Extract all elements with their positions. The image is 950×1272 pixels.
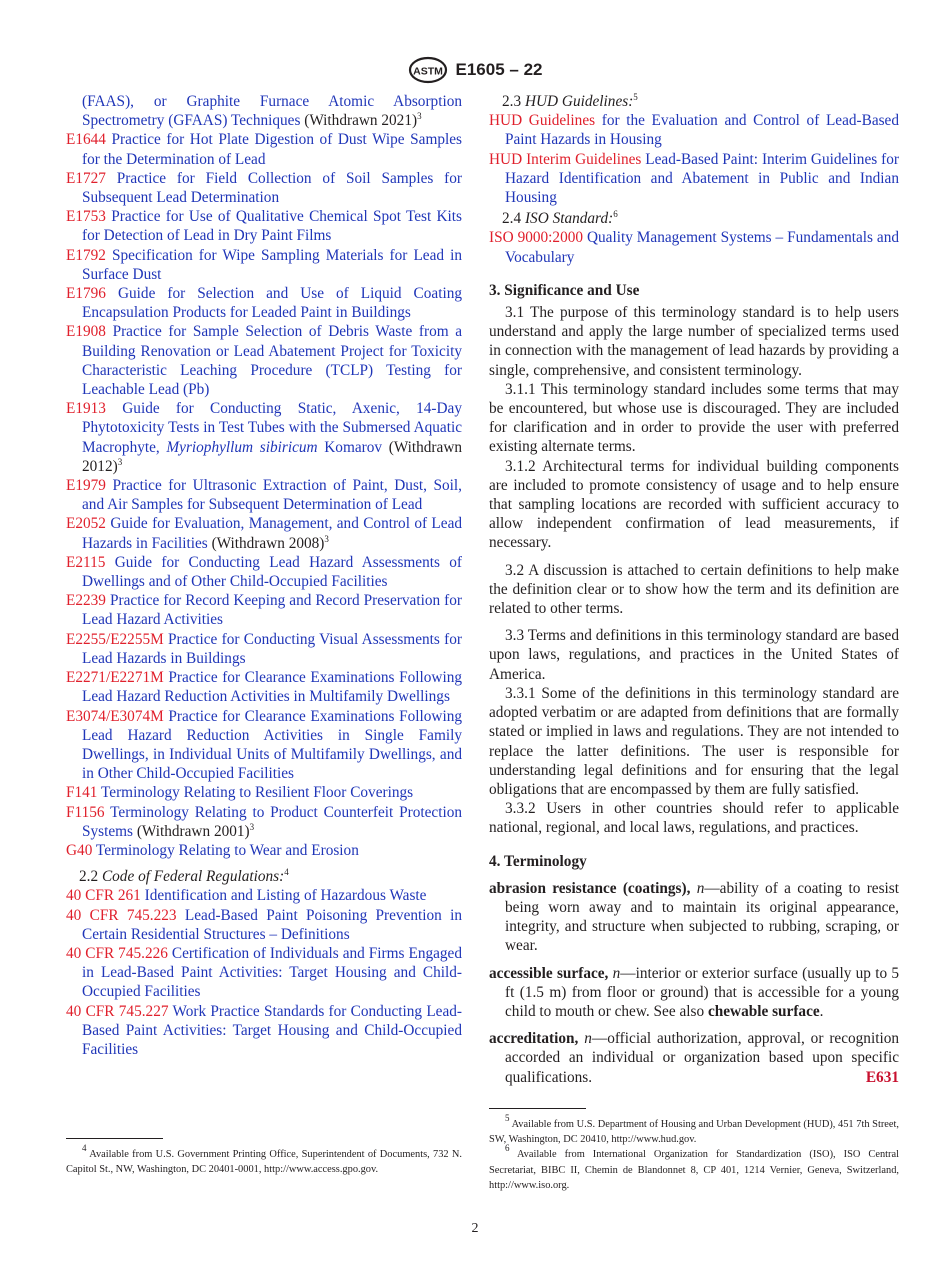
- reference-title[interactable]: Practice for Sample Selection of Debris Waste from a Building Renovation or Lead Abatement Project for Toxicity Characteristic Leaching Procedure (TCLP) Testing for Leachable Lead (Pb): [82, 323, 463, 399]
- reference-designation[interactable]: E2255/E2255M: [66, 630, 164, 648]
- page-number: 2: [471, 1221, 479, 1236]
- paragraph-3-3-1: 3.3.1 Some of the definitions in this terminology standard are adopted verbatim or are adapted from definitions that are formally stated or implied in laws and regulations. They are not intended to replace the latter definitions. The user is responsible for understanding legal definitions and for ensuring that the legal obligations that are encompassed by them are fully satisfied.: [489, 684, 899, 798]
- reference-title[interactable]: Lead-Based Paint Poisoning Prevention in Certain Residential Structures – Definitions: [82, 906, 463, 943]
- reference-designation[interactable]: E1908: [66, 323, 106, 341]
- right-column: [489, 92, 899, 1087]
- part-of-speech: n: [612, 964, 621, 982]
- reference-title[interactable]: Practice for Clearance Examinations Following Lead Hazard Reduction Activities in Multifamily Dwellings: [82, 669, 462, 706]
- reference-title[interactable]: Lead-Based Paint: Interim Guidelines for Hazard Identification and Abatement in Public and Indian Housing: [505, 150, 899, 207]
- paragraph-3-3: 3.3 Terms and definitions in this terminology standard are based upon laws, regulations, and practices in the United States of America.: [489, 627, 899, 683]
- reference-title[interactable]: Practice for Ultrasonic Extraction of Paint, Dust, Soil, and Air Samples for Subsequent Determination of Lead: [82, 477, 463, 514]
- reference-item: [66, 707, 462, 784]
- footnote: [489, 1113, 899, 1147]
- footnote-number: 5: [505, 1113, 510, 1123]
- page-header: [0, 56, 950, 84]
- reference-designation[interactable]: F1156: [66, 803, 105, 821]
- reference-title[interactable]: Terminology Relating to Product Counterfeit Protection Systems: [82, 803, 462, 840]
- part-of-speech: n: [584, 1030, 592, 1048]
- footnote-text: Available from U.S. Department of Housing and Urban Development (HUD), 451 7th Street, SW, Washington, DC 20410, http://www.hud.gov.: [489, 1119, 899, 1146]
- paragraph-3-1: 3.1 The purpose of this terminology standard is to help users understand and apply the large number of specialized terms used in connection with the management of lead hazards by providing a single, comprehensive, and consistent terminology.: [489, 304, 899, 379]
- definitions-list: [489, 879, 899, 1087]
- reference-designation[interactable]: HUD Interim Guidelines: [489, 150, 642, 168]
- reference-title[interactable]: Guide for Evaluation, Management, and Control of Lead Hazards in Facilities: [82, 515, 463, 552]
- footnote-rule-left: [66, 1138, 163, 1139]
- reference-designation[interactable]: E1796: [66, 285, 106, 303]
- reference-withdrawn: (Withdrawn 2001): [136, 822, 250, 840]
- reference-designation[interactable]: E3074/E3074M: [66, 707, 164, 725]
- reference-title[interactable]: Quality Management Systems – Fundamentals and Vocabulary: [505, 229, 899, 266]
- cfr-list: [66, 886, 462, 1059]
- reference-item: [66, 906, 462, 944]
- definition-entry: [489, 879, 899, 956]
- definition-text: —ability of a coating to resist being worn away and to maintain its original appearance, integrity, and structure when subjected to rubbing, scraping, or wear.: [505, 879, 900, 955]
- reference-designation[interactable]: ISO 9000:2000: [489, 229, 584, 247]
- left-column: [66, 92, 462, 1059]
- reference-item: [66, 783, 462, 802]
- reference-item: [66, 553, 462, 591]
- reference-withdrawn: (Withdrawn 2021): [304, 112, 418, 130]
- reference-item: [66, 591, 462, 629]
- section-3-heading: 3. Significance and Use: [489, 281, 640, 299]
- reference-item: [66, 803, 462, 841]
- reference-designation[interactable]: 40 CFR 745.223: [66, 906, 177, 924]
- astm-logo-icon: [408, 56, 448, 84]
- reference-title[interactable]: Practice for Use of Qualitative Chemical Spot Test Kits for Detection of Lead in Dry Paint Films: [82, 208, 462, 245]
- part-of-speech: n: [696, 879, 705, 897]
- reference-title[interactable]: Certification of Individuals and Firms Engaged in Lead-Based Paint Activities: Target Housing and Child-Occupied Facilities: [82, 944, 462, 1001]
- definition-text: —interior or exterior surface (usually up to 5 ft (1.5 m) from floor or ground) that is accessible for a young child to mouth or chew. See also: [505, 964, 899, 1020]
- reference-item: [66, 169, 462, 207]
- footnote-marker: 3: [249, 821, 255, 832]
- referenced-documents-list-2: [66, 476, 462, 860]
- paragraph-3-2: 3.2 A discussion is attached to certain definitions to help make the definition clear or to show how the term and its definition are related to other terms.: [489, 561, 899, 618]
- reference-designation[interactable]: E1644: [66, 131, 106, 149]
- footnotes-right: [489, 1113, 899, 1193]
- reference-title[interactable]: Guide for Conducting Lead Hazard Assessments of Dwellings and of Other Child-Occupied Facilities: [82, 553, 462, 591]
- reference-item: [66, 1002, 462, 1060]
- reference-designation[interactable]: E1792: [66, 246, 106, 264]
- reference-designation[interactable]: E1979: [66, 477, 106, 495]
- reference-item: [66, 92, 462, 130]
- footnote-text: Available from International Organization for Standardization (ISO), ISO Central Secretariat, BIBC II, Chemin de Blandonnet 8, CP 401, 1214 Vernier, Geneva, Switzerland, http://www.iso.org.: [489, 1149, 899, 1191]
- reference-item: [66, 630, 462, 668]
- reference-item: [66, 944, 462, 1002]
- reference-item: [66, 886, 462, 905]
- section-4-heading: 4. Terminology: [489, 852, 587, 870]
- reference-title[interactable]: Practice for Field Collection of Soil Samples for Subsequent Lead Determination: [82, 169, 463, 207]
- reference-title[interactable]: Practice for Conducting Visual Assessments for Lead Hazards in Buildings: [82, 630, 462, 667]
- reference-title[interactable]: Practice for Record Keeping and Record Preservation for Lead Hazard Activities: [82, 592, 463, 629]
- footnote-marker: 3: [324, 533, 329, 544]
- footnote-rule-right: [489, 1108, 586, 1109]
- reference-designation[interactable]: HUD Guidelines: [489, 112, 596, 130]
- reference-title[interactable]: Identification and Listing of Hazardous Waste: [144, 887, 427, 905]
- reference-item: [66, 246, 462, 284]
- reference-title[interactable]: Work Practice Standards for Conducting Lead-Based Paint Activities: Target Housing and Child-Occupied Facilities: [82, 1002, 462, 1058]
- reference-item: [489, 228, 899, 266]
- iso-subheading: 2.4 ISO Standard:$^6$: [502, 209, 618, 228]
- cfr-subheading: 2.2 Code of Federal Regulations:$^4$: [79, 867, 289, 886]
- reference-designation[interactable]: E1753: [66, 208, 106, 226]
- reference-designation[interactable]: 40 CFR 745.226: [66, 944, 168, 962]
- paragraph-3-1-2: 3.1.2 Architectural terms for individual building components are included to promote consistency of usage and to help ensure that sampling locations are recorded with sufficient accuracy to allow independent confirmation of lead measurements, if necessary.: [489, 457, 899, 552]
- paragraph-3-1-1: 3.1.1 This terminology standard includes some terms that may be encountered, but whose use is discouraged. They are included for clarification and in order to provide the user with preferred existing alternate terms.: [489, 380, 899, 456]
- footnote-marker: 3: [117, 456, 123, 467]
- reference-designation[interactable]: E2115: [66, 553, 106, 571]
- definition-source[interactable]: E631: [865, 1068, 899, 1086]
- footnote: [66, 1143, 463, 1177]
- reference-designation[interactable]: F141: [66, 784, 98, 802]
- reference-title[interactable]: Practice for Hot Plate Digestion of Dust Wipe Samples for the Determination of Lead: [82, 131, 463, 168]
- reference-title[interactable]: for the Evaluation and Control of Lead-Based Paint Hazards in Housing: [505, 112, 899, 149]
- reference-withdrawn: (Withdrawn 2008): [211, 534, 325, 552]
- reference-title[interactable]: Specification for Wipe Sampling Materials for Lead in Surface Dust: [82, 246, 463, 283]
- reference-title[interactable]: Terminology Relating to Resilient Floor Coverings: [101, 784, 414, 802]
- reference-designation[interactable]: E1727: [66, 169, 106, 187]
- reference-title-italic[interactable]: Myriophyllum sibiricum: [166, 438, 318, 456]
- reference-designation[interactable]: G40: [66, 841, 93, 859]
- reference-item: [489, 150, 899, 208]
- definition-term: accessible surface,: [489, 964, 609, 982]
- reference-item: [66, 841, 462, 860]
- definition-text: —official authorization, approval, or recognition accorded an individual or organization based upon specific qualifications.: [505, 1030, 899, 1086]
- reference-designation[interactable]: E1913: [66, 400, 106, 418]
- reference-item: [66, 322, 462, 399]
- referenced-documents-list: [66, 92, 462, 399]
- reference-title-end[interactable]: Komarov: [324, 438, 383, 456]
- reference-item: [66, 207, 462, 245]
- definition-entry: accessible surface, n—interior or exterior surface (usually up to 5 ft (1.5 m) from floor or ground) that is accessible for a young child to mouth or chew. See also chewable surface.: [489, 964, 899, 1020]
- reference-item: [66, 514, 462, 552]
- reference-title[interactable]: Terminology Relating to Wear and Erosion: [95, 841, 359, 859]
- footnotes-left: [66, 1143, 463, 1177]
- reference-item: [66, 476, 462, 514]
- reference-designation[interactable]: 40 CFR 261: [66, 887, 141, 905]
- reference-item: [66, 130, 462, 168]
- footnote-number: 4: [82, 1143, 87, 1153]
- hud-subheading: 2.3 HUD Guidelines:$^5$: [502, 92, 638, 110]
- footnote-text: Available from U.S. Government Printing Office, Superintendent of Documents, 732 N. Capitol St., NW, Washington, DC 20401-0001, http://www.access.gpo.gov.: [66, 1149, 463, 1176]
- reference-designation[interactable]: 40 CFR 745.227: [66, 1002, 169, 1020]
- reference-designation[interactable]: E2052: [66, 515, 106, 533]
- reference-designation[interactable]: E2239: [66, 592, 106, 610]
- reference-title[interactable]: (FAAS), or Graphite Furnace Atomic Absorption Spectrometry (GFAAS) Techniques: [82, 93, 462, 130]
- reference-item: [66, 399, 462, 476]
- reference-item: [66, 284, 462, 322]
- reference-item: [489, 111, 899, 149]
- reference-title[interactable]: Guide for Conducting Static, Axenic, 14-Day Phytotoxicity Tests in Test Tubes with the Submersed Aquatic Macrophyte,: [82, 400, 462, 456]
- reference-withdrawn: (Withdrawn 2012): [82, 438, 463, 475]
- document-code: E1605 – 22: [455, 60, 543, 79]
- see-also-term: chewable surface: [707, 1002, 820, 1020]
- footnote-number: 6: [505, 1143, 510, 1154]
- definition-entry: [489, 1029, 899, 1087]
- definition-term: abrasion resistance (coatings),: [489, 879, 691, 897]
- svg-text:ASTM: ASTM: [412, 65, 443, 78]
- reference-designation[interactable]: E2271/E2271M: [66, 669, 164, 687]
- iso-list: [489, 228, 899, 266]
- reference-title[interactable]: Practice for Clearance Examinations Following Lead Hazard Reduction Activities in Single Family Dwellings, in Individual Units of Multifamily Dwellings, and in Other Child-Occupied Facilities: [82, 707, 462, 783]
- hud-list: [489, 111, 899, 207]
- reference-title[interactable]: Guide for Selection and Use of Liquid Coating Encapsulation Products for Leaded Paint in Buildings: [82, 285, 462, 322]
- definition-term: accreditation,: [489, 1030, 579, 1048]
- reference-item: [66, 668, 462, 706]
- footnote: [489, 1143, 899, 1193]
- footnote-marker: 3: [417, 111, 422, 122]
- paragraph-3-3-2: 3.3.2 Users in other countries should refer to applicable national, regional, and local laws, regulations, and practices.: [489, 800, 899, 837]
